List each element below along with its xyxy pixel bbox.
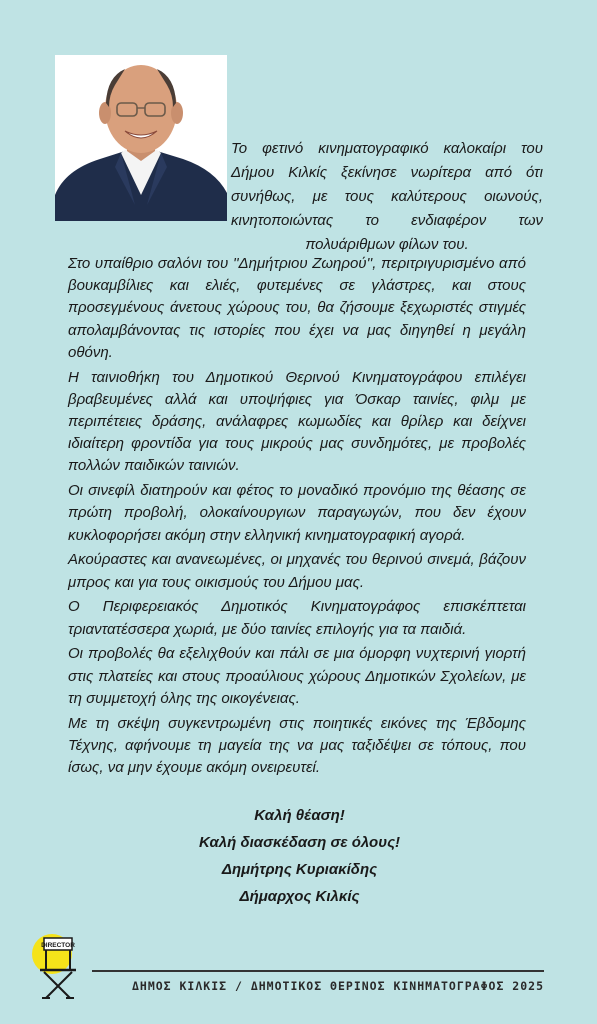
signature-block [0,802,597,910]
paragraph: Η ταινιοθήκη του Δημοτικού Θερινού Κινηματογράφου επιλέγει βραβευμένες αλλά και υποψήφιες για Όσκαρ ταινίες, φιλμ με περιπέτειες δράσης, ανάλαφρες κωμωδίες και θρίλερ και δείχνει ιδιαίτερη φροντίδα για τους μικρούς μας συνδημότες, με προβολές πολλών παιδικών ταινιών. [68,368,526,475]
intro-paragraph: Το φετινό κινηματογραφικό καλοκαίρι του Δήμου Κιλκίς ξεκίνησε νωρίτερα από ότι συνήθως, με τους καλύτερους οιωνούς, κινητοποιώντας το ενδιαφέρον των πολυάριθμων φίλων του. [231,140,543,253]
paragraph: Ακούραστες και ανανεωμένες, οι μηχανές του θερινού σινεμά, βάζουν μπρος και για τους οικισμούς του Δήμου μας. [68,551,526,591]
footer-title: ΔΗΜΟΣ ΚΙΛΚΙΣ / ΔΗΜΟΤΙΚΟΣ ΘΕΡΙΝΟΣ ΚΙΝΗΜΑΤΟΓΡΑΦΟΣ 2025 [131,979,544,993]
mayor-portrait [55,55,227,221]
signatory-title: Δήμαρχος Κιλκίς [239,888,360,905]
paragraph: Με τη σκέψη συγκεντρωμένη στις ποιητικές εικόνες της Έβδομης Τέχνης, αφήνουμε τη μαγεία της να μας ταξιδέψει σε τόπους, που ίσως, να μην έχουμε ακόμη ονειρευτεί. [68,714,526,777]
paragraph: Οι προβολές θα εξελιχθούν και πάλι σε μια όμορφη νυχτερινή γιορτή στις πλατείες και στους προαύλιους χώρους Δημοτικών Σχολείων, με τη συμμετοχή όλης της οικογένειας. [68,645,526,707]
message-body [68,253,526,782]
closing-wish: Καλή διασκέδαση σε όλους! [198,834,401,851]
chair-label: DIRECTOR [41,942,75,949]
signatory-name: Δημήτρης Κυριακίδης [221,861,378,878]
paragraph: Οι σινεφίλ διατηρούν και φέτος το μοναδικό προνόμιο της θέασης σε πρώτη προβολή, ολοκαίνουργιων παραγωγών, που δεν έχουν κυκλοφορήσει ακόμη στην ελληνική κινηματογραφική αγορά. [68,482,526,544]
paragraph: Στο υπαίθριο σαλόνι του ''Δημήτριου Ζωηρού'', περιτριγυρισμένο από βουκαμβίλιες και ελιές, φυτεμένες σε γλάστρες, και στους προσεγμένους άνετους χώρους του, θα ζήσουμε ξεχωριστές στιγμές απολαμβάνοντας τις ιστορίες που έχει να μας διηγηθεί η μεγάλη οθόνη. [68,255,526,361]
footer-divider [92,970,544,972]
paragraph: Ο Περιφερειακός Δημοτικός Κινηματογράφος επισκέπτεται τριαντατέσσερα χωριά, με δύο ταινίες επιλογής για τα παιδιά. [68,598,526,638]
director-chair-logo [30,932,96,1000]
director-chair-icon [30,932,96,1000]
portrait-illustration [55,55,227,221]
closing-greeting: Καλή θέαση! [254,807,345,824]
